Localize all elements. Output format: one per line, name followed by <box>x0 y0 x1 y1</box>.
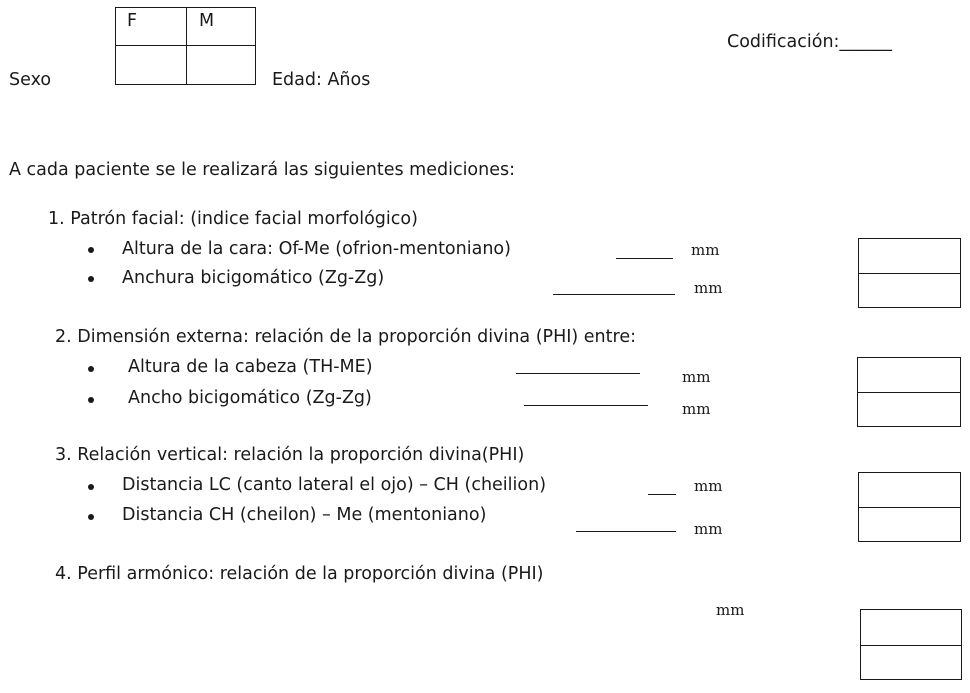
bullet-icon <box>88 514 94 520</box>
edad-label: Edad: Años <box>272 70 371 90</box>
unit-label: mm <box>691 241 720 259</box>
sex-option-f: F <box>127 11 138 31</box>
measurement-label: Ancho bicigomático (Zg-Zg) <box>128 388 372 408</box>
bullet-icon <box>88 247 94 253</box>
unit-label: mm <box>682 400 711 418</box>
section-title: 4. Perfil armónico: relación de la proporción divina (PHI) <box>55 564 544 584</box>
bullet-icon <box>88 484 94 490</box>
measurement-blank[interactable] <box>516 373 640 374</box>
section-title: 3. Relación vertical: relación la proporción divina(PHI) <box>55 445 525 465</box>
section-title: 2. Dimensión externa: relación de la proporción divina (PHI) entre: <box>55 327 636 347</box>
unit-label: mm <box>694 477 723 495</box>
unit-label: mm <box>682 368 711 386</box>
unit-label: mm <box>716 601 745 619</box>
bullet-icon <box>88 397 94 403</box>
section-title: 1. Patrón facial: (indice facial morfológico) <box>48 209 418 229</box>
measurement-blank[interactable] <box>553 294 675 295</box>
result-box[interactable] <box>860 609 962 680</box>
unit-label: mm <box>694 520 723 538</box>
result-box[interactable] <box>858 238 961 308</box>
result-box[interactable] <box>858 472 961 542</box>
measurement-blank[interactable] <box>616 258 673 259</box>
sex-option-m: M <box>199 11 215 31</box>
measurement-label: Altura de la cabeza (TH-ME) <box>128 357 373 377</box>
bullet-icon <box>88 366 94 372</box>
measurement-label: Anchura bicigomático (Zg-Zg) <box>122 268 385 288</box>
sexo-label: Sexo <box>9 70 52 90</box>
unit-label: mm <box>694 279 723 297</box>
bullet-icon <box>88 276 94 282</box>
intro-text: A cada paciente se le realizará las siguientes mediciones: <box>9 160 516 180</box>
sex-selection-grid <box>115 7 256 85</box>
result-box[interactable] <box>857 357 961 427</box>
measurement-label: Distancia CH (cheilon) – Me (mentoniano) <box>122 505 487 525</box>
measurement-label: Distancia LC (canto lateral el ojo) – CH (cheilion) <box>122 475 547 495</box>
measurement-blank[interactable] <box>648 494 676 495</box>
measurement-label: Altura de la cara: Of-Me (ofrion-mentoniano) <box>122 239 511 259</box>
measurement-blank[interactable] <box>524 405 648 406</box>
sex-checkbox-f[interactable] <box>116 45 186 84</box>
measurement-blank[interactable] <box>576 531 676 532</box>
sex-checkbox-m[interactable] <box>186 45 255 84</box>
codificacion-label: Codificación:______ <box>727 32 892 52</box>
